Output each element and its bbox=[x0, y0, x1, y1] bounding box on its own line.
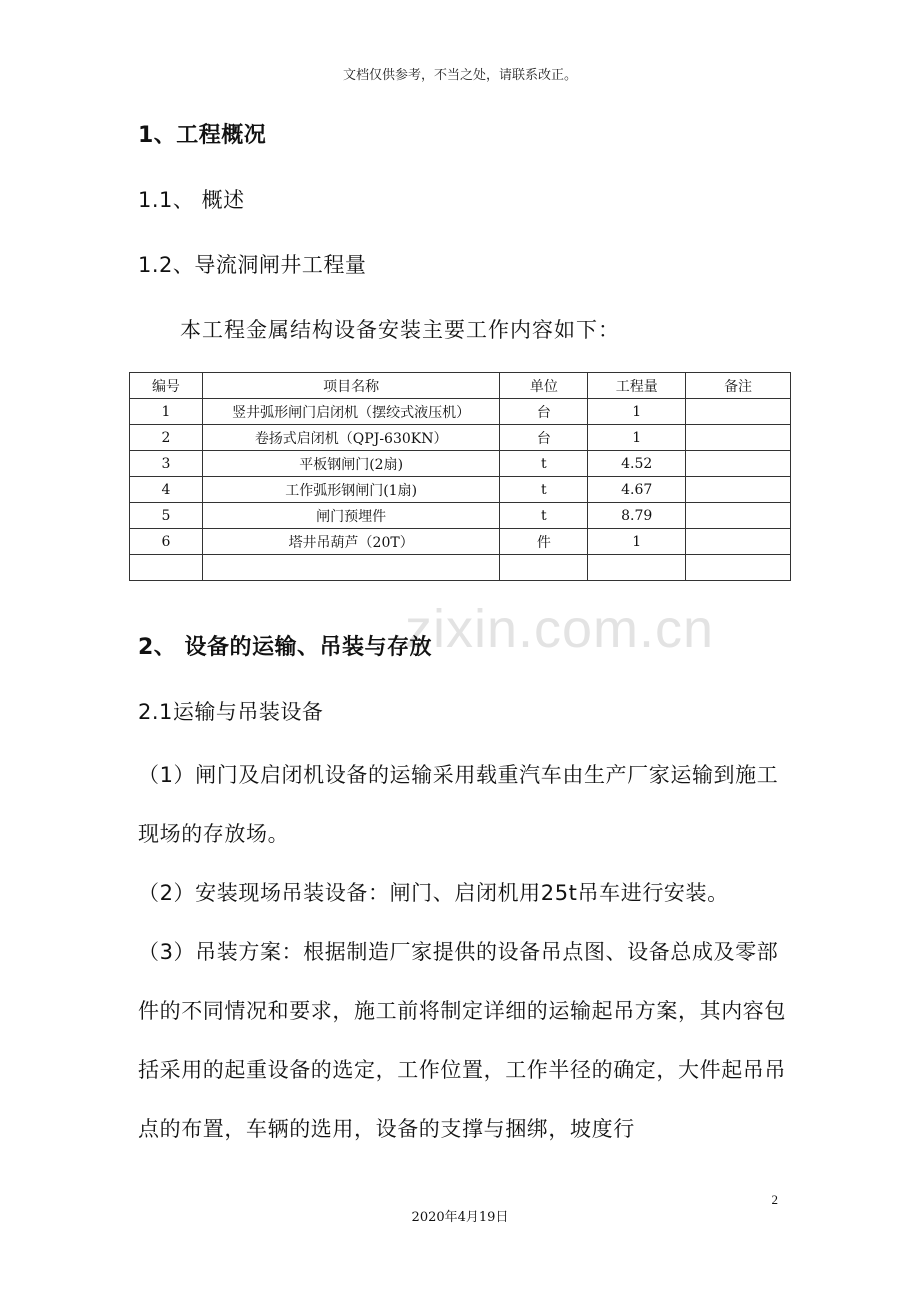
table-cell: 1 bbox=[588, 529, 686, 555]
table-row bbox=[130, 477, 791, 503]
table-cell bbox=[130, 555, 203, 581]
table-cell: 6 bbox=[130, 529, 203, 555]
table-cell bbox=[686, 529, 791, 555]
table-cell: 5 bbox=[130, 503, 203, 529]
watermark: zixin.com.cn bbox=[405, 599, 715, 659]
paragraph-3: （3）吊装方案：根据制造厂家提供的设备吊点图、设备总成及零部件的不同情况和要求，施工前将制定详细的运输起吊方案，其内容包括采用的起重设备的选定，工作位置，工作半径的确定，大件起吊吊点的布置，车辆的选用，设备的支撑与捆绑，坡度行 bbox=[138, 940, 786, 1141]
table-cell: 平板钢闸门(2扇) bbox=[202, 451, 500, 477]
table-cell bbox=[588, 555, 686, 581]
table-cell: 卷扬式启闭机（QPJ-630KN） bbox=[202, 425, 500, 451]
section-1-2-title: 1.2、导流洞闸井工程量 bbox=[138, 253, 367, 277]
table-cell bbox=[686, 555, 791, 581]
table-cell: 竖井弧形闸门启闭机（摆绞式液压机） bbox=[202, 399, 500, 425]
table-cell: 工作弧形钢闸门(1扇) bbox=[202, 477, 500, 503]
work-quantity-table bbox=[129, 372, 791, 581]
table-row bbox=[130, 425, 791, 451]
table-cell bbox=[686, 451, 791, 477]
table-cell: 1 bbox=[130, 399, 203, 425]
table-cell: 4 bbox=[130, 477, 203, 503]
table-header-row bbox=[130, 373, 791, 399]
table-cell bbox=[202, 555, 500, 581]
table-cell: 4.67 bbox=[588, 477, 686, 503]
header-note: 文档仅供参考，不当之处，请联系改正。 bbox=[342, 68, 577, 83]
table-cell: 4.52 bbox=[588, 451, 686, 477]
table-cell bbox=[686, 503, 791, 529]
header-cell: 备注 bbox=[686, 373, 791, 399]
header-cell: 工程量 bbox=[588, 373, 686, 399]
paragraph-1: （1）闸门及启闭机设备的运输采用载重汽车由生产厂家运输到施工现场的存放场。 bbox=[138, 763, 779, 846]
intro-text: 本工程金属结构设备安装主要工作内容如下： bbox=[180, 318, 620, 342]
section-1-1-title: 1.1、 概述 bbox=[138, 188, 245, 212]
table-cell: t bbox=[500, 503, 588, 529]
table-cell bbox=[686, 399, 791, 425]
table-cell: t bbox=[500, 451, 588, 477]
header-cell: 单位 bbox=[500, 373, 588, 399]
table-row bbox=[130, 451, 791, 477]
table-cell: 台 bbox=[500, 425, 588, 451]
table-row bbox=[130, 399, 791, 425]
table-cell: 件 bbox=[500, 529, 588, 555]
table-row bbox=[130, 503, 791, 529]
table-cell: 台 bbox=[500, 399, 588, 425]
table-cell bbox=[500, 555, 588, 581]
table-row bbox=[130, 529, 791, 555]
table-cell: 闸门预埋件 bbox=[202, 503, 500, 529]
table-cell: t bbox=[500, 477, 588, 503]
section-2-1-title: 2.1运输与吊装设备 bbox=[138, 700, 324, 724]
header-cell: 项目名称 bbox=[202, 373, 500, 399]
paragraph-2: （2）安装现场吊装设备：闸门、启闭机用25t吊车进行安装。 bbox=[138, 881, 729, 905]
table-cell: 3 bbox=[130, 451, 203, 477]
table-cell: 1 bbox=[588, 425, 686, 451]
table-cell bbox=[686, 425, 791, 451]
table-cell bbox=[686, 477, 791, 503]
section-1-title: 1、工程概况 bbox=[138, 123, 267, 148]
table-cell: 8.79 bbox=[588, 503, 686, 529]
table-row-empty bbox=[130, 555, 791, 581]
footer-date: 2020年4月19日 bbox=[411, 1210, 509, 1225]
table-cell: 塔井吊葫芦（20T） bbox=[202, 529, 500, 555]
table-cell: 2 bbox=[130, 425, 203, 451]
page-number: 2 bbox=[771, 1192, 778, 1207]
header-cell: 编号 bbox=[130, 373, 203, 399]
section-2-title: 2、 设备的运输、吊装与存放 bbox=[138, 635, 432, 660]
table-cell: 1 bbox=[588, 399, 686, 425]
